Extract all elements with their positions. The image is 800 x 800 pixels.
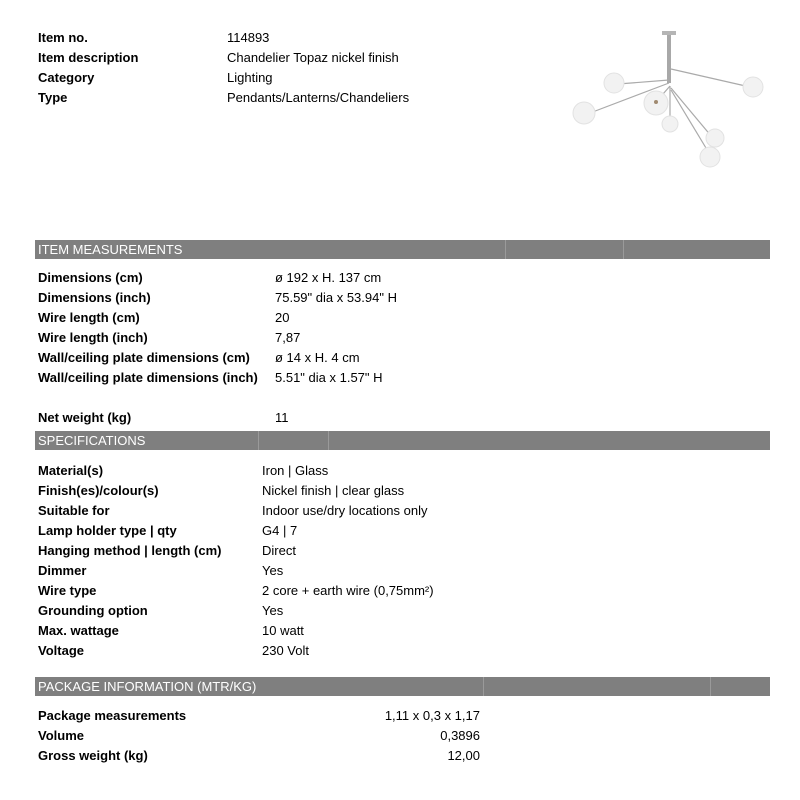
row-label: Package measurements [38,708,187,723]
row-label: Dimensions (cm) [38,270,143,285]
row-value: 7,87 [275,330,301,345]
section-title: ITEM MEASUREMENTS [38,242,183,257]
row-value: G4 | 7 [262,523,298,538]
item-measurements-header [35,240,770,259]
row-label: Wall/ceiling plate dimensions (inch) [38,370,258,385]
table-row [38,706,480,726]
row-value: 2 core + earth wire (0,75mm²) [262,583,434,598]
row-value: Yes [262,603,284,618]
row-value: 5.51" dia x 1.57" H [275,370,383,385]
row-label: Item description [38,50,139,65]
row-value: 20 [275,310,290,325]
row-value: ø 192 x H. 137 cm [275,270,382,285]
row-label: Net weight (kg) [38,410,132,425]
row-label: Max. wattage [38,623,119,638]
row-value: 75.59" dia x 53.94" H [275,290,397,305]
row-label: Volume [38,728,84,743]
row-value: 1,11 x 0,3 x 1,17 [384,708,480,723]
row-label: Dimmer [38,563,87,578]
section-title: SPECIFICATIONS [38,433,146,448]
row-value: Lighting [227,70,273,85]
row-label: Gross weight (kg) [38,748,148,763]
row-value: Nickel finish | clear glass [262,483,405,498]
row-label: Suitable for [38,503,110,518]
row-value: Pendants/Lanterns/Chandeliers [227,90,410,105]
row-label: Wire length (cm) [38,310,140,325]
row-value: 10 watt [262,623,304,638]
row-value: 230 Volt [262,643,309,658]
table-row [38,746,480,766]
row-label: Category [38,70,95,85]
row-label: Dimensions (inch) [38,290,151,305]
row-label: Wall/ceiling plate dimensions (cm) [38,350,250,365]
row-value: ø 14 x H. 4 cm [275,350,360,365]
table-row [38,726,480,746]
row-value: Yes [262,563,284,578]
row-label: Item no. [38,30,88,45]
row-value: 12,00 [447,748,480,763]
row-value: Chandelier Topaz nickel finish [227,50,399,65]
product-image [560,20,780,180]
row-label: Wire type [38,583,97,598]
row-value: Indoor use/dry locations only [262,503,428,518]
row-value: 0,3896 [440,728,480,743]
row-label: Voltage [38,643,84,658]
package-information-header [35,677,770,696]
row-value: 114893 [227,30,270,45]
row-value: 11 [275,410,289,425]
row-label: Finish(es)/colour(s) [38,483,159,498]
row-label: Hanging method | length (cm) [38,543,222,558]
row-label: Wire length (inch) [38,330,148,345]
specifications-header [35,431,770,450]
row-label: Grounding option [38,603,148,618]
row-label: Type [38,90,68,105]
row-value: Direct [262,543,296,558]
row-label: Material(s) [38,463,104,478]
section-title: PACKAGE INFORMATION (MTR/KG) [38,679,257,694]
row-value: Iron | Glass [262,463,329,478]
row-label: Lamp holder type | qty [38,523,177,538]
